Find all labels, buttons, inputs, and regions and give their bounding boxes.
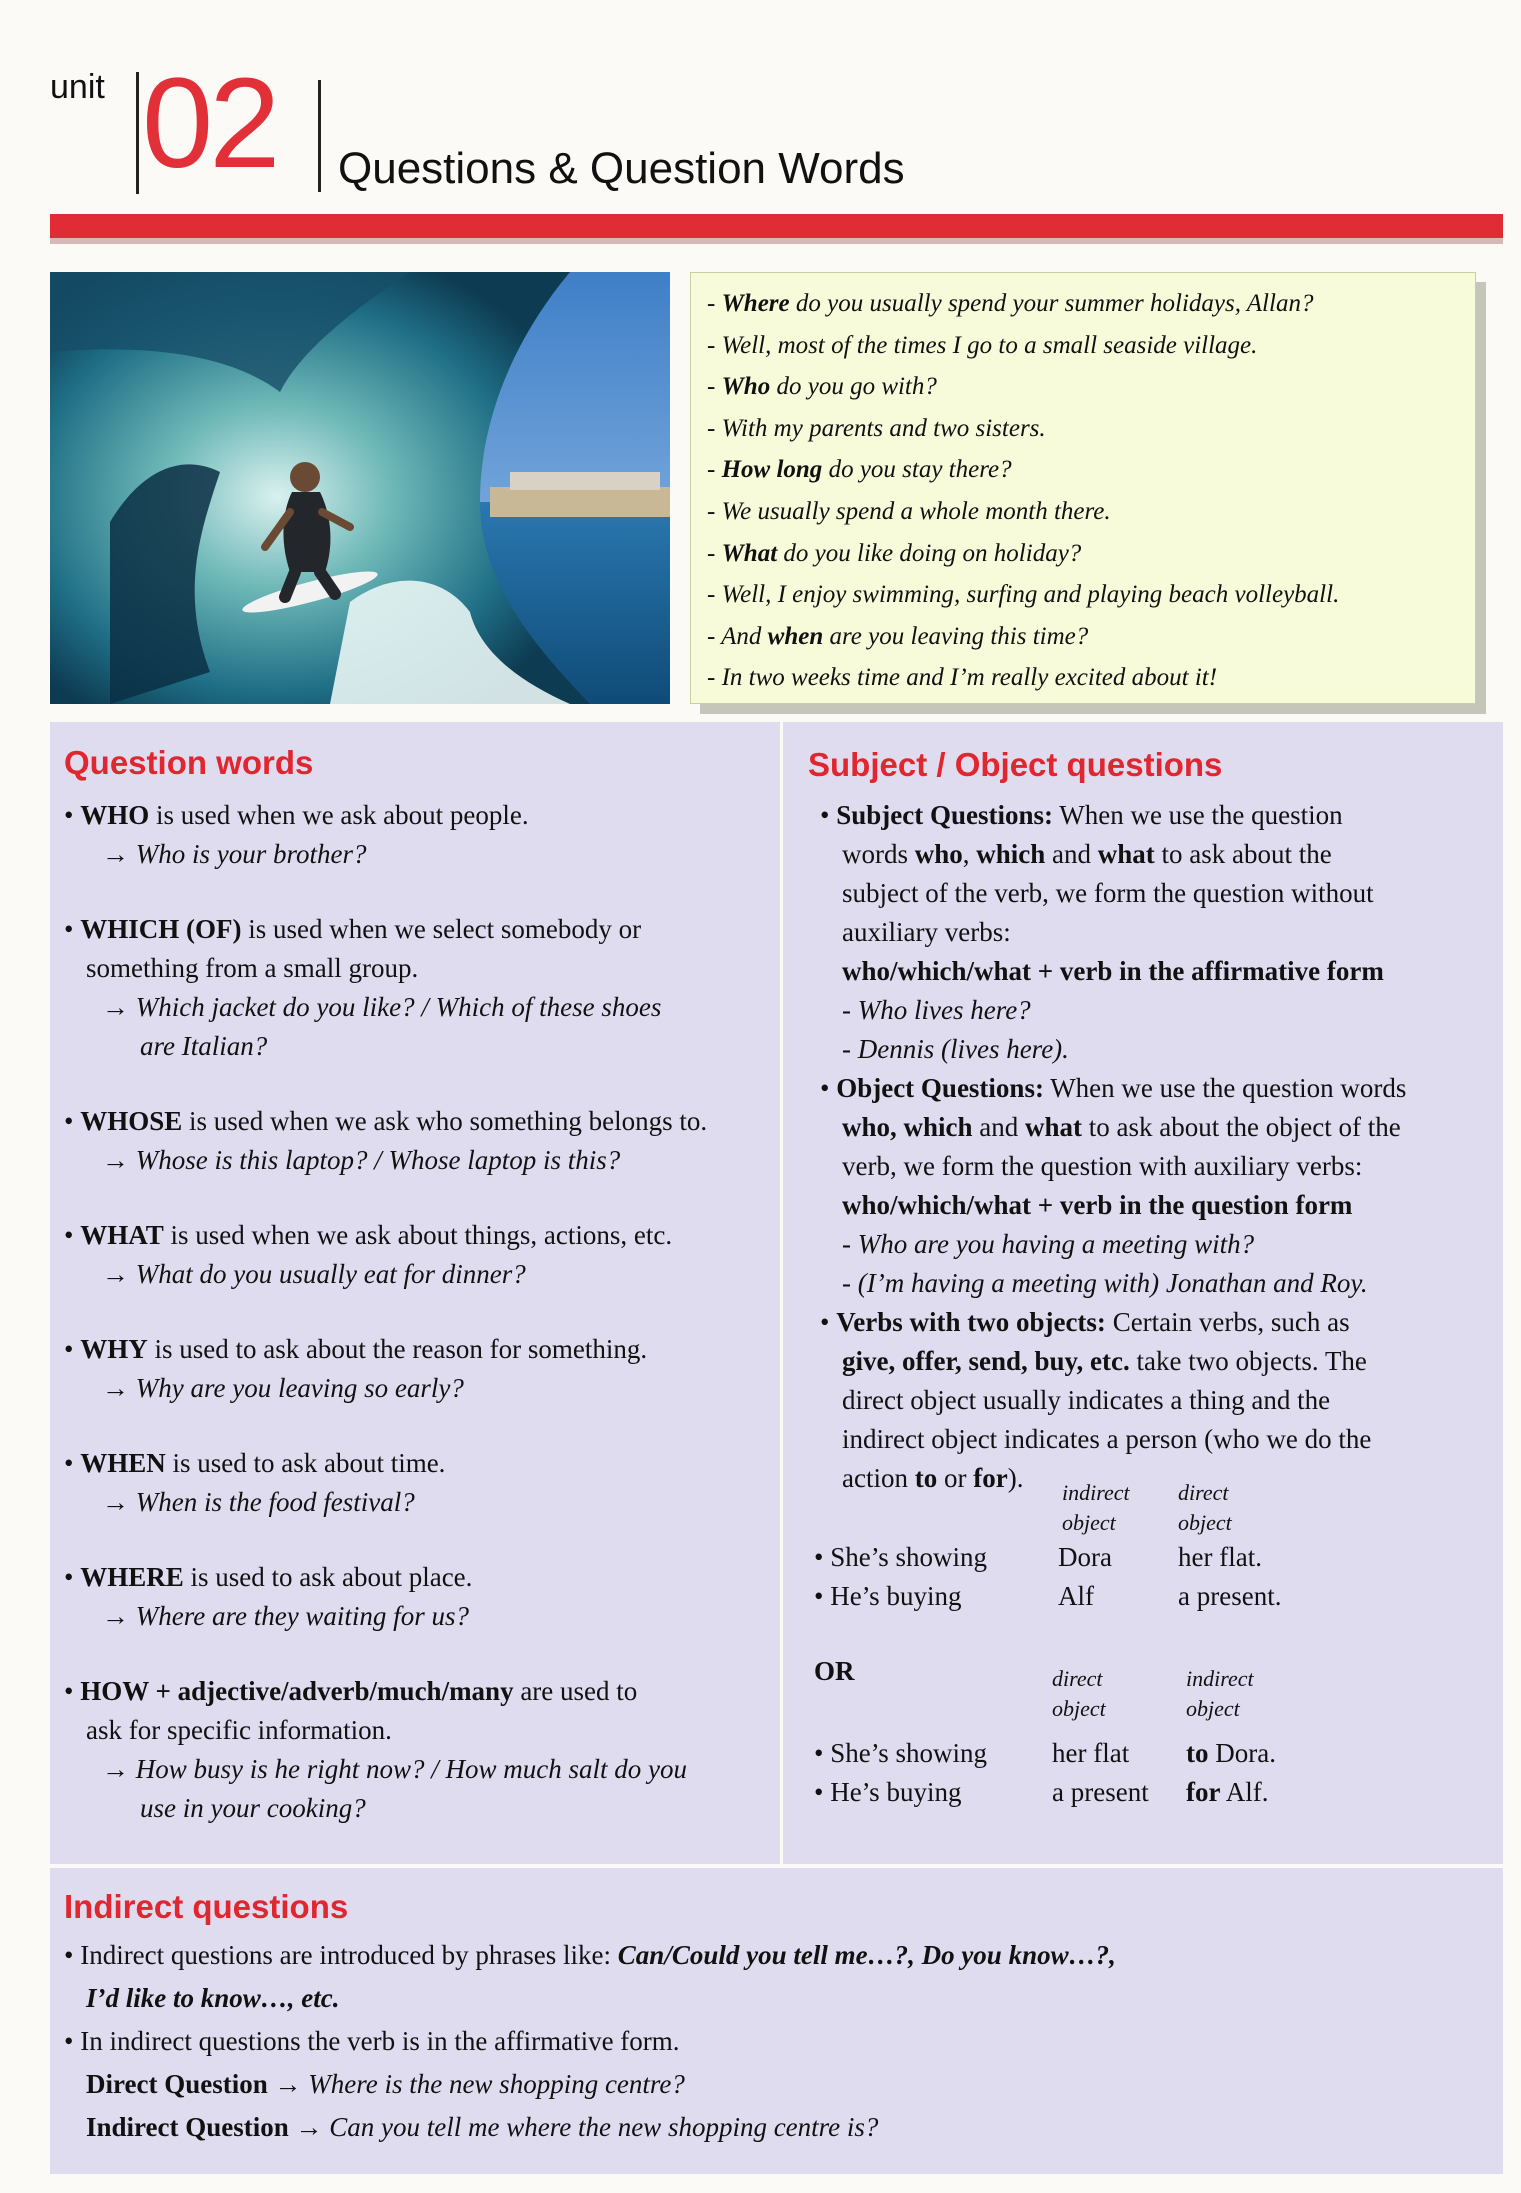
subject-example: - Who lives here? — [842, 995, 1031, 1025]
qw-example: → When is the food festival? — [102, 1487, 415, 1517]
dialogue-line: - What do you like doing on holiday? — [707, 539, 1082, 567]
table-header: direct — [1178, 1480, 1229, 1505]
unit-divider-left — [136, 72, 139, 194]
text-line: subject of the verb, we form the question without — [842, 878, 1374, 908]
header-band-shadow — [50, 238, 1503, 244]
table-header: direct — [1052, 1666, 1103, 1691]
objects-table-1 — [814, 1478, 1494, 1618]
dialogue-box — [690, 272, 1476, 704]
qw-how: • HOW + adjective/adverb/much/many are used to — [64, 1676, 638, 1706]
indirect-question: Indirect Question → Can you tell me where the new shopping centre is? — [86, 2112, 879, 2142]
text-line: verb, we form the question with auxiliary verbs: — [842, 1151, 1363, 1181]
indirect-questions-text — [64, 1934, 1484, 2149]
question-words-title: Question words — [64, 744, 314, 781]
text-line: give, offer, send, buy, etc. take two objects. The — [842, 1346, 1367, 1376]
table-header: object — [1178, 1510, 1232, 1535]
qw-where: • WHERE is used to ask about place. — [64, 1562, 473, 1592]
object-example: - Who are you having a meeting with? — [842, 1229, 1255, 1259]
qw-when: • WHEN is used to ask about time. — [64, 1448, 446, 1478]
qw-example: → Whose is this laptop? / Whose laptop is this? — [102, 1145, 621, 1175]
table-cell: her flat. — [1178, 1542, 1262, 1572]
qw-example: use in your cooking? — [140, 1793, 366, 1823]
text-line: • Indirect questions are introduced by phrases like: Can/Could you tell me…?, Do you know…?, — [64, 1940, 1116, 1970]
subject-rule: who/which/what + verb in the affirmative form — [842, 956, 1384, 986]
qw-which: • WHICH (OF) is used when we select somebody or — [64, 914, 642, 944]
qw-example: → How busy is he right now? / How much salt do you — [102, 1754, 687, 1784]
qw-text: something from a small group. — [86, 953, 419, 983]
text-line: indirect object indicates a person (who we do the — [842, 1424, 1372, 1454]
table-header: indirect — [1062, 1480, 1130, 1505]
text-line: I’d like to know…, etc. — [86, 1983, 340, 2013]
text-line: words who, which and what to ask about the — [842, 839, 1332, 869]
dialogue-line: - Well, I enjoy swimming, surfing and playing beach volleyball. — [707, 581, 1340, 609]
qw-example: → Why are you leaving so early? — [102, 1373, 464, 1403]
dialogue-line: - In two weeks time and I’m really excited about it! — [707, 664, 1218, 692]
qw-why: • WHY is used to ask about the reason for something. — [64, 1334, 648, 1364]
qw-example: are Italian? — [140, 1031, 268, 1061]
qw-example: → Where are they waiting for us? — [102, 1601, 469, 1631]
table-header: object — [1062, 1510, 1116, 1535]
dialogue-line: - Who do you go with? — [707, 373, 937, 401]
direct-question: Direct Question → Where is the new shopping centre? — [86, 2069, 685, 2099]
table-cell: to Dora. — [1186, 1738, 1276, 1768]
table-header: object — [1186, 1696, 1240, 1721]
surfer-photo — [50, 272, 670, 704]
dialogue-line: - And when are you leaving this time? — [707, 622, 1089, 650]
surfer-illustration — [50, 272, 670, 704]
dialogue-line: - With my parents and two sisters. — [707, 414, 1046, 442]
object-rule: who/which/what + verb in the question form — [842, 1190, 1353, 1220]
objects-table-2 — [814, 1664, 1494, 1814]
qw-example: → What do you usually eat for dinner? — [102, 1259, 526, 1289]
panel-divider — [780, 722, 783, 1864]
table-cell: • She’s showing — [814, 1542, 987, 1572]
qw-example: → Who is your brother? — [102, 839, 367, 869]
subject-object-text — [820, 796, 1490, 1498]
question-words-list — [64, 796, 764, 1828]
indirect-questions-title: Indirect questions — [64, 1888, 349, 1925]
text-line: auxiliary verbs: — [842, 917, 1011, 947]
subject-example: - Dennis (lives here). — [842, 1034, 1069, 1064]
table-cell: Alf — [1058, 1581, 1094, 1611]
dialogue-line: - How long do you stay there? — [707, 456, 1012, 484]
table-cell: her flat — [1052, 1738, 1130, 1768]
dialogue-line: - Well, most of the times I go to a small seaside village. — [707, 331, 1258, 359]
unit-label: unit — [50, 68, 105, 106]
qw-text: ask for specific information. — [86, 1715, 392, 1745]
table-header: indirect — [1186, 1666, 1254, 1691]
object-example: - (I’m having a meeting with) Jonathan and Roy. — [842, 1268, 1368, 1298]
subject-questions-head: • Subject Questions: When we use the question — [820, 800, 1343, 830]
text-line: who, which and what to ask about the object of the — [842, 1112, 1401, 1142]
text-line: action to or for). — [842, 1463, 1024, 1493]
or-label: OR — [814, 1656, 855, 1686]
subject-object-title: Subject / Object questions — [808, 746, 1223, 783]
dialogue-line: - We usually spend a whole month there. — [707, 497, 1111, 525]
qw-who: • WHO is used when we ask about people. — [64, 800, 529, 830]
text-line: • In indirect questions the verb is in the affirmative form. — [64, 2026, 680, 2056]
header-red-band — [50, 214, 1503, 238]
verbs-two-objects-head: • Verbs with two objects: Certain verbs, such as — [820, 1307, 1350, 1337]
table-cell: a present. — [1178, 1581, 1282, 1611]
qw-example: → Which jacket do you like? / Which of these shoes — [102, 992, 662, 1022]
table-cell: Dora — [1058, 1542, 1112, 1572]
table-cell: • He’s buying — [814, 1581, 962, 1611]
unit-number: 02 — [142, 52, 277, 195]
qw-what: • WHAT is used when we ask about things, actions, etc. — [64, 1220, 673, 1250]
text-line: direct object usually indicates a thing and the — [842, 1385, 1331, 1415]
object-questions-head: • Object Questions: When we use the question words — [820, 1073, 1407, 1103]
table-cell: a present — [1052, 1777, 1149, 1807]
table-cell: for Alf. — [1186, 1777, 1269, 1807]
dialogue-line: - Where do you usually spend your summer holidays, Allan? — [707, 290, 1314, 317]
table-cell: • She’s showing — [814, 1738, 987, 1768]
unit-divider-right — [318, 80, 321, 192]
table-header: object — [1052, 1696, 1106, 1721]
page-title: Questions & Question Words — [338, 144, 905, 193]
table-cell: • He’s buying — [814, 1777, 962, 1807]
qw-whose: • WHOSE is used when we ask who something belongs to. — [64, 1106, 708, 1136]
